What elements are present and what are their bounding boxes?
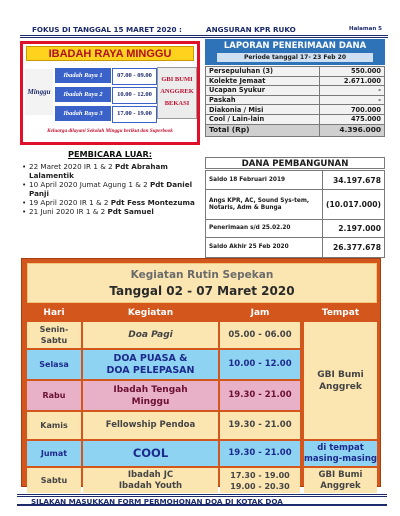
service-time: 10.00 - 12.00 <box>112 87 157 104</box>
speaker-name: Pdt Abraham Lalamentik <box>29 162 168 180</box>
activity-time: 17.30 - 19.00 19.00 - 20.30 <box>220 468 300 493</box>
finance-value: 475.000 <box>320 114 385 124</box>
service-time: 17.00 - 19.00 <box>112 106 157 123</box>
finance-value: - <box>320 86 385 96</box>
list-item <box>22 162 202 180</box>
activity-day: Senin- Sabtu <box>27 322 81 348</box>
activity-time: 19.30 - 21.00 <box>220 381 300 410</box>
building-fund-table <box>205 170 385 258</box>
service-name: Ibadah Raya 3 <box>55 106 111 121</box>
table-row <box>206 238 385 258</box>
list-item <box>22 180 202 198</box>
fund-value: (10.017.000) <box>323 190 385 220</box>
column-header-place: Tempat <box>321 308 360 318</box>
service-name: Ibadah Raya 1 <box>55 68 111 83</box>
activity-day: Jumat <box>27 441 81 466</box>
finance-label: Cool / Lain-lain <box>206 114 320 124</box>
list-item <box>22 207 202 216</box>
activity-name: DOA PUASA & DOA PELEPASAN <box>83 350 218 379</box>
finance-report-header <box>205 39 385 65</box>
fund-label: Penerimaan s/d 25.02.20 <box>206 220 323 238</box>
activity-name: Fellowship Pendoa <box>83 412 218 439</box>
finance-label: Ucapan Syukur <box>206 86 320 96</box>
finance-label: Kolekte Jemaat <box>206 76 320 86</box>
finance-label: Persepuluhan (3) <box>206 67 320 77</box>
table-row <box>27 350 302 379</box>
fund-value: 2.197.000 <box>323 220 385 238</box>
ibadah-day-label: Minggu <box>25 69 53 115</box>
activity-name: Doa Pagi <box>83 322 218 348</box>
table-row <box>206 86 385 96</box>
table-row <box>206 95 385 105</box>
speaker-name: Pdt Samuel <box>107 207 154 216</box>
column-header-activity: Kegiatan <box>127 308 174 318</box>
guest-speaker-list <box>22 162 202 216</box>
speaker-date: 22 Maret 2020 IR 1 & 2 <box>29 162 115 171</box>
finance-label: Paskah <box>206 95 320 105</box>
table-row <box>27 412 302 439</box>
bullet-icon: • <box>22 180 27 189</box>
guest-speaker-heading: PEMBICARA LUAR: <box>67 149 153 159</box>
focus-date: FOKUS DI TANGGAL 15 MARET 2020 : <box>32 25 182 34</box>
finance-value: 2.671.000 <box>320 76 385 86</box>
prayer-request-text: SILAKAN MASUKKAN FORM PERMOHONAN DOA DI KOTAK DOA <box>31 497 283 506</box>
finance-report-table <box>205 66 385 137</box>
speaker-date: 10 April 2020 Jumat Agung 1 & 2 <box>29 180 150 189</box>
weekly-activities-panel <box>21 258 381 491</box>
fund-label: Saldo Akhir 25 Feb 2020 <box>206 238 323 258</box>
table-row <box>206 171 385 190</box>
fund-value: 26.377.678 <box>323 238 385 258</box>
speaker-date: 19 April 2020 IR 1 & 2 <box>29 198 111 207</box>
activity-name: Ibadah Tengah Minggu <box>83 381 218 410</box>
activity-time: 19.30 - 21.00 <box>220 412 300 439</box>
activity-name: COOL <box>83 441 218 466</box>
activity-name: Ibadah JC Ibadah Youth <box>83 468 218 493</box>
page-number: Halaman 5 <box>348 26 382 32</box>
total-label: Total (Rp) <box>206 124 320 136</box>
table-row <box>206 220 385 238</box>
table-row <box>27 381 302 410</box>
speaker-date: 21 Juni 2020 IR 1 & 2 <box>29 207 108 216</box>
table-row <box>206 76 385 86</box>
service-name: Ibadah Raya 2 <box>55 87 111 102</box>
bullet-icon: • <box>22 162 27 171</box>
activity-place: GBI Bumi Anggrek <box>304 468 377 493</box>
bullet-icon: • <box>22 198 27 207</box>
finance-value: 550.000 <box>320 67 385 77</box>
location-line: ANGGREK <box>160 88 194 95</box>
activity-place: GBI Bumi Anggrek <box>304 322 377 439</box>
speaker-name: Pdt Fess Montezuma <box>110 198 195 207</box>
top-banner <box>20 24 388 38</box>
ibadah-raya-box <box>20 41 200 145</box>
table-row <box>206 114 385 124</box>
prayer-request-banner <box>17 494 387 506</box>
list-item <box>22 198 202 207</box>
activities-column-headers <box>27 306 377 320</box>
column-header-day: Hari <box>43 308 65 318</box>
finance-value: 700.000 <box>320 105 385 115</box>
table-row <box>206 190 385 220</box>
finance-report-period: Periode tanggal 17- 23 Feb 20 <box>217 53 373 62</box>
bullet-icon: • <box>22 207 27 216</box>
total-row <box>206 124 385 136</box>
activity-time: 19.30 - 21.00 <box>220 441 300 466</box>
table-row <box>27 441 302 466</box>
speaker-name: Pdt Daniel Panji <box>29 180 193 198</box>
finance-label: Diakonia / Misi <box>206 105 320 115</box>
finance-value: - <box>320 95 385 105</box>
finance-report-title: LAPORAN PENERIMAAN DANA <box>223 41 367 51</box>
table-row <box>206 105 385 115</box>
focus-topic: ANGSURAN KPR RUKO <box>206 25 296 34</box>
table-row <box>27 322 302 348</box>
fund-label: Angs KPR, AC, Sound Sys-tem, Notaris, Adm & Bunga <box>206 190 323 220</box>
service-location <box>157 67 197 119</box>
activity-day: Selasa <box>27 350 81 379</box>
weekly-activities-dates: Tanggal 02 - 07 Maret 2020 <box>109 284 295 298</box>
weekly-activities-header <box>27 263 377 303</box>
activity-place: di tempat masing-masing <box>304 441 377 466</box>
activity-day: Sabtu <box>27 468 81 493</box>
table-row <box>27 468 302 493</box>
location-line: BEKASI <box>164 100 190 107</box>
activity-time: 10.00 - 12.00 <box>220 350 300 379</box>
activity-day: Kamis <box>27 412 81 439</box>
building-fund-title: DANA PEMBANGUNAN <box>205 157 385 169</box>
fund-label: Saldo 18 Februari 2019 <box>206 171 323 190</box>
sunday-school-note: Keluarga dilayani Sekolah Minggu berikut dan Superbook <box>47 128 173 134</box>
activity-day: Rabu <box>27 381 81 410</box>
activity-time: 05.00 - 06.00 <box>220 322 300 348</box>
weekly-activities-title: Kegiatan Rutin Sepekan <box>130 269 274 281</box>
table-row <box>206 67 385 77</box>
column-header-time: Jam <box>250 308 270 318</box>
total-value: 4.396.000 <box>320 124 385 136</box>
service-time: 07.00 - 09.00 <box>112 68 157 85</box>
fund-value: 34.197.678 <box>323 171 385 190</box>
ibadah-raya-title: IBADAH RAYA MINGGU <box>26 46 194 61</box>
location-line: GBI BUMI <box>161 76 193 83</box>
